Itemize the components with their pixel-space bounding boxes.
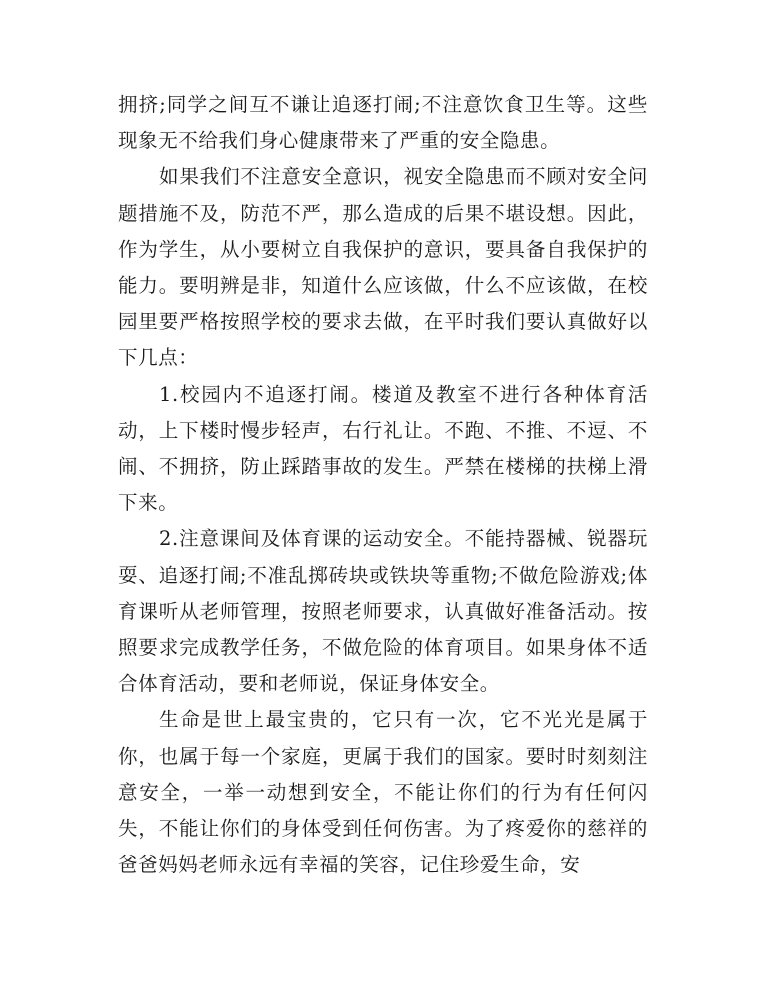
- paragraph-point-1: 1.校园内不追逐打闹。楼道及教室不进行各种体育活动，上下楼时慢步轻声，右行礼让。不跑、不推、不逗、不闹、不拥挤，防止踩踏事故的发生。严禁在楼梯的扶梯上滑下来。: [118, 382, 648, 515]
- paragraph-point-2: 2.注意课间及体育课的运动安全。不能持器械、锐器玩耍、追逐打闹;不准乱掷砖块或铁块等重物;不做危险游戏;体育课听从老师管理，按照老师要求，认真做好准备活动。按照要求完成教学任务，不做危险的体育项目。如果身体不适合体育活动，要和老师说，保证身体安全。: [118, 527, 648, 696]
- document-body: [118, 87, 648, 883]
- paragraph-life: 生命是世上最宝贵的，它只有一次，它不光光是属于你，也属于每一个家庭，更属于我们的国家。要时时刻刻注意安全，一举一动想到安全，不能让你们的行为有任何闪失，不能让你们的身体受到任何伤害。为了疼爱你的慈祥的爸爸妈妈老师永远有幸福的笑容，记住珍爱生命，安: [118, 708, 648, 877]
- paragraph-consequences: 如果我们不注意安全意识，视安全隐患而不顾对安全问题措施不及，防范不严，那么造成的后果不堪设想。因此，作为学生，从小要树立自我保护的意识，要具备自我保护的能力。要明辨是非，知道什么应该做，什么不应该做，在校园里要严格按照学校的要求去做，在平时我们要认真做好以下几点：: [118, 165, 648, 370]
- paragraph-continued: 拥挤;同学之间互不谦让追逐打闹;不注意饮食卫生等。这些现象无不给我们身心健康带来了严重的安全隐患。: [118, 93, 648, 153]
